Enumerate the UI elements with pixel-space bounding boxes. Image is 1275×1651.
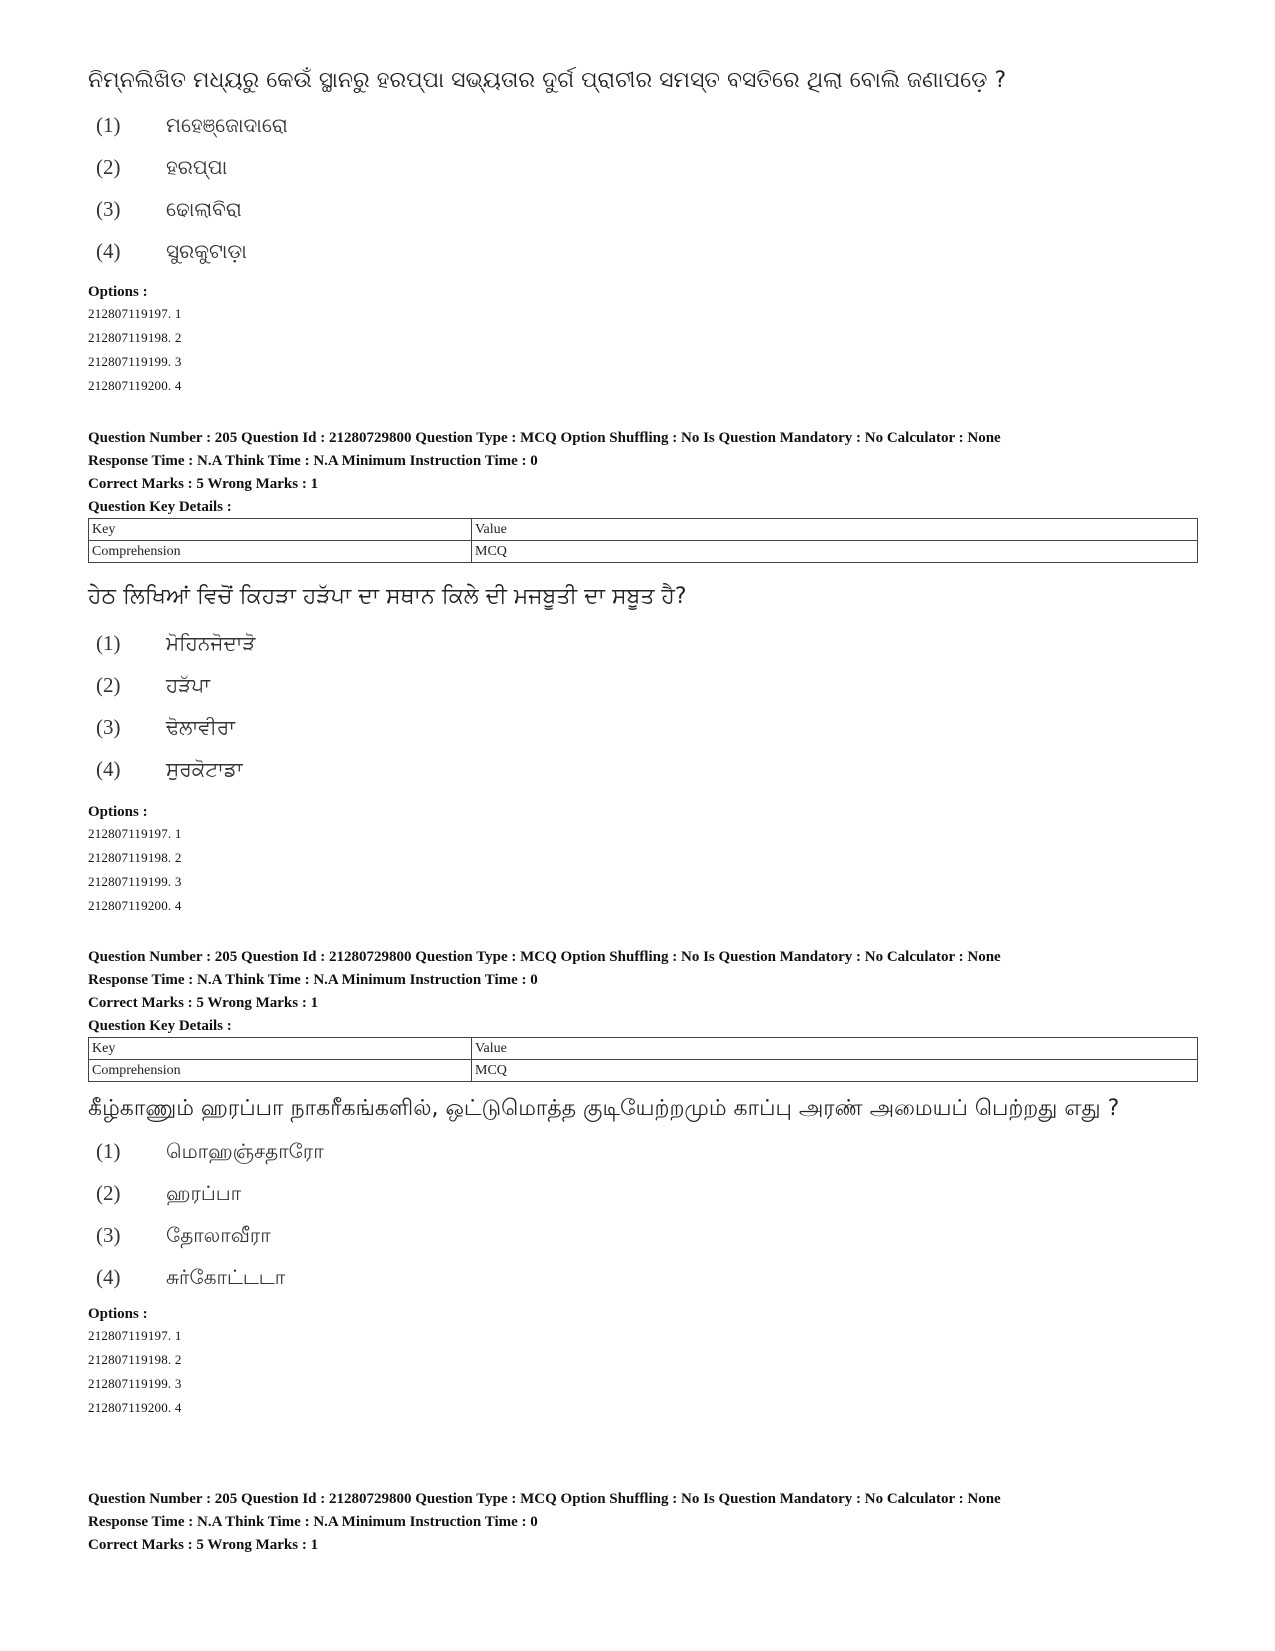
table-cell: Comprehension	[89, 541, 472, 563]
option-text: ମହେଞ୍ଜୋଦାରୋ	[166, 113, 288, 137]
question-block	[88, 578, 1198, 918]
option-number: (2)	[96, 1181, 121, 1205]
option-2	[88, 1172, 1198, 1214]
option-number: (1)	[96, 113, 121, 137]
option-1	[88, 622, 1198, 664]
option-text: ਸੁਰਕੋਟਾਡਾ	[166, 757, 243, 781]
option-3	[88, 706, 1198, 748]
option-2	[88, 664, 1198, 706]
question-text: கீழ்காணும் ஹரப்பா நாகரீகங்களில், ஒட்டுமொத்த குடியேற்றமும் காப்பு அரண் அமையப் பெற்றது எது ?	[88, 1096, 1120, 1121]
option-text: ଢୋଲାବିରା	[166, 197, 242, 221]
option-2	[88, 146, 1198, 188]
options-label: Options :	[88, 284, 148, 300]
key-details-label: Question Key Details :	[88, 499, 232, 515]
option-text: மொஹஞ்சதாரோ	[166, 1139, 324, 1163]
option-1	[88, 104, 1198, 146]
option-number: (2)	[96, 673, 121, 697]
table-row	[89, 1060, 1198, 1082]
marks-line: Correct Marks : 5 Wrong Marks : 1	[88, 995, 319, 1011]
option-text: ஹரப்பா	[166, 1181, 242, 1205]
option-number: (4)	[96, 239, 121, 263]
table-header-row	[89, 1038, 1198, 1060]
option-text: தோலாவீரா	[166, 1223, 271, 1247]
option-4	[88, 1256, 1198, 1298]
table-header-cell: Key	[89, 519, 472, 541]
option-id: 212807119198. 2	[88, 330, 182, 345]
option-3	[88, 1214, 1198, 1256]
option-number: (1)	[96, 1139, 121, 1163]
option-id: 212807119197. 1	[88, 826, 182, 841]
question-text: ਹੇਠ ਲਿਖਿਆਂ ਵਿਚੋਂ ਕਿਹੜਾ ਹੜੱਪਾ ਦਾ ਸਥਾਨ ਕਿਲੇ ਦੀ ਮਜਬੂਤੀ ਦਾ ਸਬੂਤ ਹੈ?	[88, 584, 687, 609]
table-row	[89, 541, 1198, 563]
option-id: 212807119199. 3	[88, 354, 182, 369]
option-4	[88, 230, 1198, 272]
question-block	[88, 62, 1198, 398]
option-id: 212807119198. 2	[88, 1352, 182, 1367]
key-details-table	[88, 518, 1198, 563]
option-id: 212807119200. 4	[88, 1400, 182, 1415]
option-text: ਢੋਲਾਵੀਰਾ	[166, 715, 235, 739]
option-text: ହରପ୍ପା	[166, 155, 228, 179]
option-1	[88, 1130, 1198, 1172]
key-details-label: Question Key Details :	[88, 1018, 232, 1034]
option-text: ਹੜੱਪਾ	[166, 673, 210, 697]
option-number: (4)	[96, 1265, 121, 1289]
meta-line: Response Time : N.A Think Time : N.A Minimum Instruction Time : 0	[88, 972, 538, 988]
table-header-cell: Key	[89, 1038, 472, 1060]
table-cell: MCQ	[472, 541, 1198, 563]
question-meta	[88, 427, 1198, 519]
option-text: ସୁରକୁଟାଡ଼ା	[166, 239, 247, 263]
option-number: (3)	[96, 1223, 121, 1247]
meta-line: Response Time : N.A Think Time : N.A Minimum Instruction Time : 0	[88, 1514, 538, 1530]
meta-line: Response Time : N.A Think Time : N.A Minimum Instruction Time : 0	[88, 453, 538, 469]
option-3	[88, 188, 1198, 230]
question-meta	[88, 1488, 1198, 1557]
option-id: 212807119197. 1	[88, 1328, 182, 1343]
option-text: சுர்கோட்டடா	[166, 1265, 286, 1289]
option-id: 212807119200. 4	[88, 378, 182, 393]
table-header-cell: Value	[472, 519, 1198, 541]
option-id: 212807119200. 4	[88, 898, 182, 913]
option-id: 212807119198. 2	[88, 850, 182, 865]
option-id: 212807119197. 1	[88, 306, 182, 321]
table-cell: MCQ	[472, 1060, 1198, 1082]
marks-line: Correct Marks : 5 Wrong Marks : 1	[88, 1537, 319, 1553]
option-4	[88, 748, 1198, 790]
options-label: Options :	[88, 804, 148, 820]
meta-line: Question Number : 205 Question Id : 21280729800 Question Type : MCQ Option Shuffling : No Is Question Mandatory : No Calculator : None	[88, 430, 1001, 446]
marks-line: Correct Marks : 5 Wrong Marks : 1	[88, 476, 319, 492]
option-number: (3)	[96, 715, 121, 739]
option-id: 212807119199. 3	[88, 874, 182, 889]
option-number: (1)	[96, 631, 121, 655]
key-details-table	[88, 1037, 1198, 1082]
table-header-row	[89, 519, 1198, 541]
question-text: ନିମ୍ନଲିଖିତ ମଧ୍ୟରୁ କେଉଁ ସ୍ଥାନରୁ ହରପ୍ପା ସଭ୍ୟତାର ଦୁର୍ଗ ପ୍ରାଚୀର ସମସ୍ତ ବସତିରେ ଥିଲା ବୋଲି ଜଣାପଡ଼େ ?	[88, 68, 1007, 93]
meta-line: Question Number : 205 Question Id : 21280729800 Question Type : MCQ Option Shuffling : No Is Question Mandatory : No Calculator : None	[88, 1491, 1001, 1507]
option-number: (4)	[96, 757, 121, 781]
option-text: ਮੋਹਿਨਜੋਦਾੜੋ	[166, 631, 256, 655]
question-meta	[88, 946, 1198, 1038]
option-number: (2)	[96, 155, 121, 179]
option-number: (3)	[96, 197, 121, 221]
options-label: Options :	[88, 1306, 148, 1322]
question-block	[88, 1090, 1198, 1420]
table-header-cell: Value	[472, 1038, 1198, 1060]
meta-line: Question Number : 205 Question Id : 21280729800 Question Type : MCQ Option Shuffling : No Is Question Mandatory : No Calculator : None	[88, 949, 1001, 965]
option-id: 212807119199. 3	[88, 1376, 182, 1391]
table-cell: Comprehension	[89, 1060, 472, 1082]
